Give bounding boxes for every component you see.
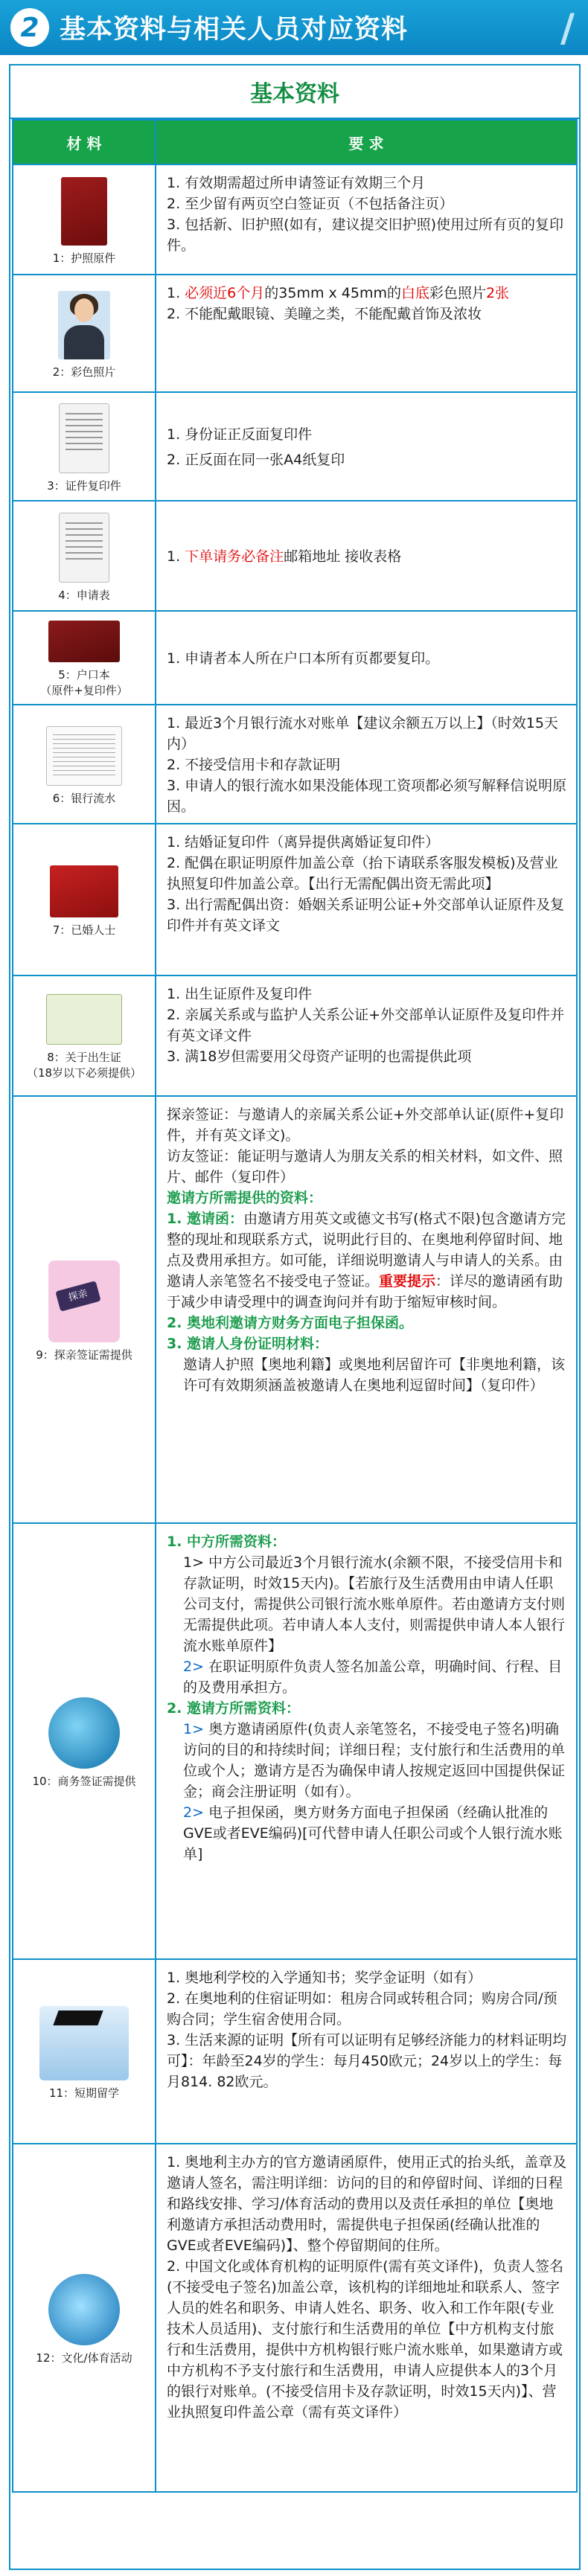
requirement-item: 1. 身份证正反面复印件 bbox=[167, 426, 313, 443]
requirement-cell bbox=[156, 611, 577, 705]
item-number: 1. bbox=[167, 285, 185, 301]
requirement-item: 2. 中国文化或体育机构的证明原件(需有英文译件)，负责人签名(不接受电子签名)加盖公章，该机构的详细地址和联系人、签字人员的姓名和职务、申请人姓名、职务、收入和工作年限(专业技术人员适用)、支付旅行和生活费用的单位【中方机构支付旅行和生活费用，提供中方机构银行账户流水账单，如果邀请方或中方机构不予支付旅行和生活费用，申请人应提供本人的3个月的银行对账单。(不接受信用卡及存款证明，时效15天内)】、营业执照复印件盖公章（需有英文译件） bbox=[167, 2258, 563, 2420]
material-label: 4：申请表 bbox=[58, 588, 110, 602]
material-sublabel: （18岁以下必须提供） bbox=[26, 1066, 142, 1080]
material-label: 5：户口本 bbox=[58, 668, 110, 682]
item-text: 奥方邀请函原件(负责人亲笔签名，不接受电子签名)明确访问的目的和持续时间；详细日程；支付旅行和生活费用的单位或个人；邀请方是否为确保申请人按规定返回中国提供保证金；商会注册证明（如有）。 bbox=[183, 1721, 566, 1800]
requirement-item: 2. 在奥地利的住宿证明如：租房合同或转租合同；购房合同/预购合同；学生宿舍使用合同。 bbox=[167, 1990, 557, 2028]
item-text: 邮箱地址 接收表格 bbox=[284, 548, 402, 565]
highlight-text: 必须近6个月 bbox=[185, 285, 265, 301]
requirement-item: 2. 亲属关系或与监护人关系公证+外交部单认证原件及复印件并有英文译文件 bbox=[167, 1007, 565, 1044]
table-row bbox=[13, 275, 577, 392]
highlight-text: 下单请务必备注 bbox=[185, 548, 284, 565]
section-banner bbox=[0, 0, 588, 55]
table-row bbox=[13, 824, 577, 975]
requirement-item: 1. 有效期需超过所申请签证有效期三个月 bbox=[167, 175, 426, 191]
requirement-item: 2. 不接受信用卡和存款证明 bbox=[167, 757, 341, 773]
banner-slash-decoration: / bbox=[560, 6, 575, 51]
item-heading: 1. 邀请函： bbox=[167, 1211, 244, 1227]
section-banner-title: 基本资料与相关人员对应资料 bbox=[60, 15, 409, 45]
study-abroad-image bbox=[39, 2006, 129, 2080]
section-number-badge: 2 bbox=[10, 8, 49, 47]
important-notice: 重要提示 bbox=[379, 1273, 436, 1289]
materials-table bbox=[12, 119, 578, 2493]
item-number: 2> bbox=[183, 1659, 209, 1675]
material-cell bbox=[13, 1523, 156, 1959]
table-row bbox=[13, 611, 577, 705]
requirement-item: 1. 申请者本人所在户口本所有页都要复印。 bbox=[167, 650, 440, 667]
requirement-cell bbox=[156, 1523, 577, 1959]
requirement-item: 3. 出行需配偶出资：婚姻关系证明公证+外交部单认证原件及复印件并有英文译文 bbox=[167, 897, 565, 934]
requirement-cell bbox=[156, 1959, 577, 2144]
requirement-item: 2. 配偶在职证明原件加盖公章（抬下请联系客服发模板)及营业执照复印件加盖公章。【出行无需配偶出资无需此项】 bbox=[167, 855, 558, 892]
material-cell bbox=[13, 164, 156, 275]
material-label: 12：文化/体育活动 bbox=[36, 2351, 132, 2365]
item-number: 2> bbox=[183, 1804, 209, 1821]
table-row bbox=[13, 975, 577, 1096]
material-label: 7：已婚人士 bbox=[52, 923, 116, 937]
table-row bbox=[13, 501, 577, 611]
item-text: 的35mm x 45mm的 bbox=[264, 285, 401, 301]
business-handshake-image bbox=[48, 1697, 120, 1769]
requirement-cell bbox=[156, 824, 577, 975]
requirement-item: 邀请人护照【奥地利籍】或奥地利居留许可【非奥地利籍，该许可有效期须涵盖被邀请人在奥地利逗留时间】（复印件） bbox=[183, 1356, 566, 1394]
culture-sports-image bbox=[48, 2274, 120, 2345]
material-label: 11：短期留学 bbox=[48, 2086, 120, 2100]
header-requirement: 要 求 bbox=[156, 120, 577, 164]
family-visit-image bbox=[48, 1260, 120, 1342]
birth-certificate-image bbox=[46, 994, 122, 1045]
requirement-cell bbox=[156, 164, 577, 275]
table-header-row bbox=[13, 120, 577, 164]
requirement-cell bbox=[156, 975, 577, 1096]
requirement-cell bbox=[156, 1096, 577, 1523]
highlight-text: 白底 bbox=[400, 285, 429, 301]
table-row bbox=[13, 392, 577, 501]
requirement-item: 1. 奥地利学校的入学通知书；奖学金证明（如有） bbox=[167, 1970, 482, 1986]
requirement-item bbox=[167, 546, 567, 567]
materials-frame bbox=[9, 64, 581, 2570]
material-cell bbox=[13, 392, 156, 501]
material-cell bbox=[13, 275, 156, 392]
passport-image bbox=[61, 177, 107, 246]
requirement-item: 2. 奥地利邀请方财务方面电子担保函。 bbox=[167, 1315, 414, 1331]
requirement-item bbox=[167, 1208, 567, 1313]
inviter-subheading: 邀请方所需提供的资料： bbox=[167, 1190, 323, 1206]
requirement-item: 3. 申请人的银行流水如果没能体现工资项都必须写解释信说明原因。 bbox=[167, 778, 567, 815]
header-material: 材 料 bbox=[13, 120, 156, 164]
material-cell bbox=[13, 824, 156, 975]
material-cell bbox=[13, 1959, 156, 2144]
application-form-image bbox=[59, 513, 109, 583]
item-text: 由邀请方用英文或德文书写(格式不限)包含邀请方完整的现址和现联系方式，说明此行目的、在奥地利停留时间、地点及费用承担方。如可能，详细说明邀请人与申请人的关系。由邀请人亲笔签名不接受电子签证。 bbox=[167, 1211, 566, 1289]
item-number: 1> bbox=[183, 1721, 209, 1737]
section-title: 基本资料 bbox=[10, 65, 579, 119]
material-label: 1：护照原件 bbox=[52, 251, 116, 265]
material-cell bbox=[13, 975, 156, 1096]
requirement-heading: 2. 邀请方所需资料： bbox=[167, 1700, 301, 1717]
requirement-item: 1> 中方公司最近3个月银行流水(余额不限，不接受信用卡和存款证明，时效15天内)。【若旅行及生活费用由申请人任职公司支付，需提供公司银行流水账单原件。若由邀请方支付则无需提供此项。若申请人本人支付，则需提供申请人本人银行流水账单原件】 bbox=[183, 1554, 566, 1654]
item-number: 1. bbox=[167, 548, 185, 565]
marriage-certificate-image bbox=[50, 865, 118, 917]
table-row bbox=[13, 164, 577, 275]
requirement-item bbox=[167, 283, 567, 304]
material-label: 8：关于出生证 bbox=[47, 1051, 121, 1064]
item-text: 电子担保函，奥方财务方面电子担保函（经确认批准的GVE或者EVE编码)[可代替申请人任职公司或个人银行流水账单] bbox=[183, 1804, 563, 1862]
household-register-image bbox=[48, 621, 120, 662]
requirement-item: 3. 邀请人身份证明材料： bbox=[167, 1336, 329, 1352]
requirement-item: 2. 不能配戴眼镜、美瞳之类，不能配戴首饰及浓妆 bbox=[167, 306, 482, 322]
bank-statement-image bbox=[46, 726, 122, 786]
requirement-item bbox=[167, 1802, 567, 1865]
item-text: 在职证明原件负责人签名加盖公章，明确时间、行程、目的及费用承担方。 bbox=[183, 1659, 563, 1696]
material-cell bbox=[13, 2144, 156, 2492]
table-row bbox=[13, 1096, 577, 1523]
material-cell bbox=[13, 501, 156, 611]
table-row bbox=[13, 2144, 577, 2492]
material-sublabel: （原件+复印件） bbox=[40, 684, 128, 697]
material-label: 10：商务签证需提供 bbox=[32, 1774, 136, 1788]
highlight-text: 2张 bbox=[486, 285, 510, 301]
visit-stamp: 探亲 bbox=[55, 1281, 100, 1312]
material-label: 2：彩色照片 bbox=[52, 365, 116, 379]
material-label: 6：银行流水 bbox=[52, 791, 116, 805]
requirement-item: 1. 结婚证复印件（离异提供离婚证复印件） bbox=[167, 834, 440, 850]
item-text: ：详尽的邀请函有助于减少申请受理中的调查询问并有助于缩短审核时间。 bbox=[167, 1273, 563, 1310]
requirement-item: 3. 生活来源的证明【所有可以证明有足够经济能力的材料证明均可】：年龄至24岁的学生：每月450欧元；24岁以上的学生：每月814. 82欧元。 bbox=[167, 2032, 567, 2090]
requirement-item: 3. 满18岁但需要用父母资产证明的也需提供此项 bbox=[167, 1048, 472, 1065]
table-row bbox=[13, 1959, 577, 2144]
material-cell bbox=[13, 611, 156, 705]
requirement-item: 2. 至少留有两页空白签证页（不包括备注页） bbox=[167, 196, 454, 212]
material-label: 3：证件复印件 bbox=[47, 478, 121, 493]
requirement-cell bbox=[156, 392, 577, 501]
requirement-item bbox=[167, 1656, 567, 1698]
requirement-cell bbox=[156, 275, 577, 392]
requirement-cell bbox=[156, 705, 577, 824]
requirement-paragraph: 访友签证：能证明与邀请人为朋友关系的相关材料，如文件、照片、邮件（复印件） bbox=[167, 1148, 563, 1185]
requirement-item: 1. 最近3个月银行流水对账单【建议余额五万以上】（时效15天内） bbox=[167, 715, 558, 752]
requirement-item: 1. 出生证原件及复印件 bbox=[167, 986, 313, 1002]
requirement-paragraph: 探亲签证：与邀请人的亲属关系公证+外交部单认证(原件+复印件，并有英文译文)。 bbox=[167, 1106, 564, 1144]
requirement-item: 2. 正反面在同一张A4纸复印 bbox=[167, 452, 345, 468]
material-cell bbox=[13, 705, 156, 824]
id-copy-image bbox=[59, 403, 109, 473]
portrait-photo-image bbox=[58, 291, 110, 359]
material-label: 9：探亲签证需提供 bbox=[36, 1348, 132, 1362]
requirement-heading: 1. 中方所需资料： bbox=[167, 1534, 287, 1550]
table-row bbox=[13, 1523, 577, 1959]
requirement-item bbox=[167, 1719, 567, 1802]
table-row bbox=[13, 705, 577, 824]
requirement-cell bbox=[156, 501, 577, 611]
item-text: 彩色照片 bbox=[429, 285, 487, 301]
requirement-item: 1. 奥地利主办方的官方邀请函原件，使用正式的抬头纸，盖章及邀请人签名，需注明详细：访问的目的和停留时间、详细的日程和路线安排、学习/体育活动的费用以及责任承担的单位【奥地利邀请方承担活动费用时，需提供电子担保函(经确认批准的GVE或者EVE编码)】、整个停留期间的住所。 bbox=[167, 2154, 567, 2254]
requirement-cell bbox=[156, 2144, 577, 2492]
requirement-item: 3. 包括新、旧护照(如有，建议提交旧护照)使用过所有页的复印件。 bbox=[167, 217, 563, 254]
material-cell bbox=[13, 1096, 156, 1523]
